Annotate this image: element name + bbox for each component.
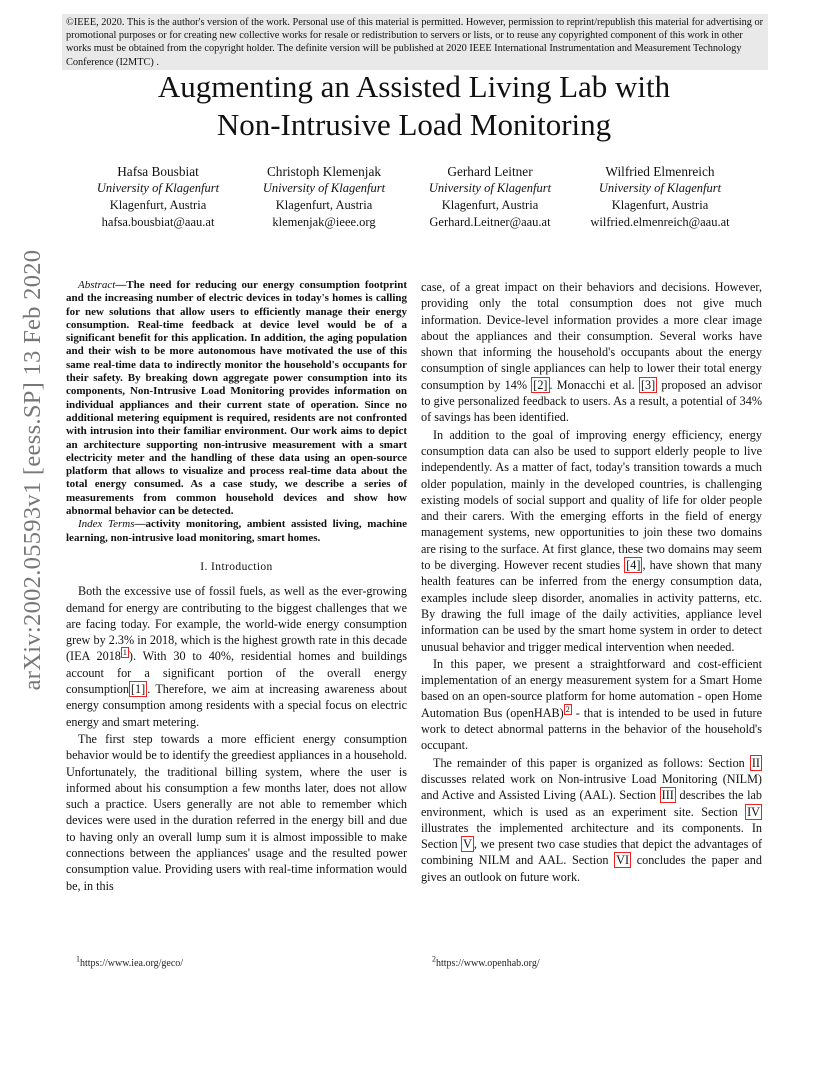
- right-column: [421, 279, 762, 886]
- text-run: case, of a great impact on their behaviors and decisions. However, providing only the total consumption does not give much information. Device-level information provides a more clear image about the appliances and their consumption. Several works have shown that informing the household's occupants about the energy consumption of single appliances can help to lower their total energy consumption by 14%: [421, 280, 762, 392]
- text-run: discusses related work on Non-intrusive Load Monitoring (NILM) and Active and Assisted Living (AAL). Section: [421, 771, 762, 803]
- text-run: , have shown that many health features can be inferred from the energy consumption data, examples include sleep disorder, anomalies in activity patterns, etc. By drawing the full image of the daily activities, appliance level information can be used by the smart home system in order to detect unusual behavior and trigger medical intervention when needed.: [421, 558, 762, 654]
- abstract-label: Abstract: [78, 279, 116, 291]
- text-run: , we present two case studies that depict the advantages of combining NILM and AAL. Section: [421, 837, 762, 868]
- author-affiliation: University of Klagenfurt: [428, 181, 552, 195]
- author-location: Klagenfurt, Austria: [109, 198, 207, 212]
- author-2: [263, 163, 385, 231]
- text-run: . Monacchi et al.: [549, 377, 639, 392]
- left-column: [66, 279, 407, 895]
- intro-paragraph-1: [66, 583, 407, 730]
- footnote-2: [432, 954, 540, 969]
- author-email[interactable]: wilfried.elmenreich@aau.at: [590, 215, 730, 229]
- author-name: Christoph Klemenjak: [266, 164, 382, 179]
- text-run: ). With 30 to 40%, residential homes and buildings account for a significant portion of the overall energy consumption: [66, 649, 407, 697]
- abstract: [66, 279, 407, 518]
- citation-link-1[interactable]: [1]: [130, 682, 146, 697]
- text-run: In this paper, we present a straightforward and cost-efficient implementation of an energy measurement system for a Smart Home based on an open-source platform for home automation - open Home Automation Bus (openHAB): [421, 656, 762, 720]
- author-affiliation: University of Klagenfurt: [598, 181, 722, 195]
- title-line-1: Augmenting an Assisted Living Lab with: [157, 69, 671, 104]
- text-run: . Therefore, we aim at increasing awareness about energy consumption among residents with a special focus on electric energy and smart metering.: [66, 682, 407, 729]
- index-terms: [66, 518, 407, 545]
- footnote-link-1[interactable]: 1: [122, 648, 127, 658]
- intro-paragraph-4: [421, 427, 762, 655]
- text-run: - that is intended to be used in future work to detect abnormal patterns in the behavior of the household's occupant.: [421, 705, 762, 753]
- author-affiliation: University of Klagenfurt: [96, 181, 220, 195]
- author-name: Wilfried Elmenreich: [605, 164, 715, 179]
- footnote-url[interactable]: https://www.openhab.org/: [436, 958, 540, 969]
- text-run: illustrates the implemented architecture and its components. In Section: [421, 820, 762, 852]
- intro-paragraph-6: [421, 755, 762, 885]
- text-run: concludes the paper and gives an outlook on future work.: [421, 853, 762, 884]
- author-block: [0, 163, 828, 243]
- text-run: In addition to the goal of improving energy efficiency, energy consumption data can also be used to support elderly people to live independently. As a matter of fact, today's transition towards a much older population, mainly in the developed countries, is challenging existing models of social support and quality of life for older people and their carers. With the emerging efforts in the field of energy management systems, new opportunities to join these two domains are rising to the surface. At first glance, these two domains may seem to be diverging. However recent studies: [421, 427, 762, 573]
- abstract-text: —The need for reducing our energy consumption footprint and the increasing number of electric devices in today's homes is calling for new solutions that allow users to efficiently manage their energy consumption. Real-time feedback at device level would be of a significant benefit for this application. In addition, the aging population and their wish to be more autonomous have motivated the use of this same real-time data to indirectly monitor the household's occupants for their safety. By breaking down aggregate power consumption into its components, Non-Intrusive Load Monitoring provides information on individual appliances and their current state of operation. Since no additional metering equipment is required, residents are not confronted with intrusion into their familiar environment. Our work aims to depict an architecture supporting non-intrusive measurement with a smart electricity meter and the handling of these data using an open-source platform that allows to visualize and process real-time data about the total energy consumed. As a case study, we describe a series of measurements from common household devices and show how abnormal behavior can be detected.: [66, 279, 407, 518]
- paper-title: [60, 68, 768, 144]
- author-3: [429, 163, 551, 231]
- footnote-mark: 1: [76, 954, 80, 964]
- author-email[interactable]: hafsa.bousbiat@aau.at: [101, 215, 215, 229]
- author-1: [97, 163, 219, 231]
- author-name: Hafsa Bousbiat: [117, 164, 199, 179]
- text-run: The remainder of this paper is organized as follows: Section: [433, 755, 750, 770]
- index-terms-text: —activity monitoring, ambient assisted living, machine learning, non-intrusive load monitoring, smart homes.: [66, 518, 407, 544]
- index-terms-label: Index Terms: [78, 518, 135, 531]
- arxiv-sidebar: [10, 249, 56, 691]
- footnote-url[interactable]: https://www.iea.org/geco/: [80, 958, 184, 969]
- author-name: Gerhard Leitner: [447, 164, 533, 179]
- author-email[interactable]: Gerhard.Leitner@aau.at: [429, 215, 551, 229]
- text-run: describes the lab environment, which is used as an experiment site. Section: [421, 788, 763, 819]
- title-line-2: Non-Intrusive Load Monitoring: [216, 107, 612, 142]
- intro-paragraph-5: [421, 656, 762, 754]
- arxiv-identifier: arXiv:2002.05593v1 [eess.SP] 13 Feb 2020: [19, 249, 46, 691]
- author-4: [590, 163, 729, 231]
- section-link-3[interactable]: III: [661, 788, 674, 803]
- section-heading: I. Introduction: [200, 560, 273, 573]
- author-location: Klagenfurt, Austria: [275, 198, 373, 212]
- citation-link-4[interactable]: [4]: [626, 558, 641, 573]
- author-location: Klagenfurt, Austria: [611, 198, 709, 212]
- citation-link-3[interactable]: [3]: [640, 377, 656, 392]
- intro-paragraph-3: [421, 279, 762, 426]
- footnote-link-2[interactable]: 2: [565, 704, 570, 714]
- text-run: Both the excessive use of fossil fuels, as well as the ever-growing demand for energy are contributing to the biggest challenges that we are facing today. For example, the world-wide energy consumption grew by 2.3% in 2018, which is the highest growth rate in this decade (IEA 2018: [66, 584, 407, 664]
- footnote-mark: 2: [432, 954, 436, 964]
- text-run: proposed an advisor to give personalized feedback to users. As a result, a potential of 34% of savings has been identified.: [421, 377, 763, 425]
- citation-link-2[interactable]: [2]: [533, 377, 548, 392]
- section-link-5[interactable]: V: [463, 837, 472, 852]
- intro-paragraph-2: The first step towards a more efficient energy consumption behavior would be to identify the greediest appliances in a household. Unfortunately, the traditional billing system, where the user is informed about his consumption a few months later, does not allow such a practice. Users generally are not able to remember which devices were used in the duration referred in the energy bill and due to having only an overall lump sum it is almost impossible to make connections between the appliances' usage and the resulted power consumption value. Providing users with real-time information would be, in this: [66, 731, 407, 893]
- author-affiliation: University of Klagenfurt: [262, 181, 386, 195]
- author-email[interactable]: klemenjak@ieee.org: [272, 215, 376, 229]
- copyright-notice: ©IEEE, 2020. This is the author's version of the work. Personal use of this material is permitted. However, permission to reprint/republish this material for advertising or promotional purposes or for creating new collective works for resale or redistribution to servers or lists, or to reuse any copyrighted component of this work in other works must be obtained from the copyright holder. The definite version will be published at 2020 IEEE International Instrumentation and Measurement Technology Conference (I2MTC) .: [62, 14, 768, 70]
- author-location: Klagenfurt, Austria: [441, 198, 539, 212]
- section-link-2[interactable]: II: [751, 755, 760, 770]
- section-link-4[interactable]: IV: [747, 804, 760, 819]
- footnote-1: [76, 954, 184, 969]
- section-link-6[interactable]: VI: [616, 853, 630, 868]
